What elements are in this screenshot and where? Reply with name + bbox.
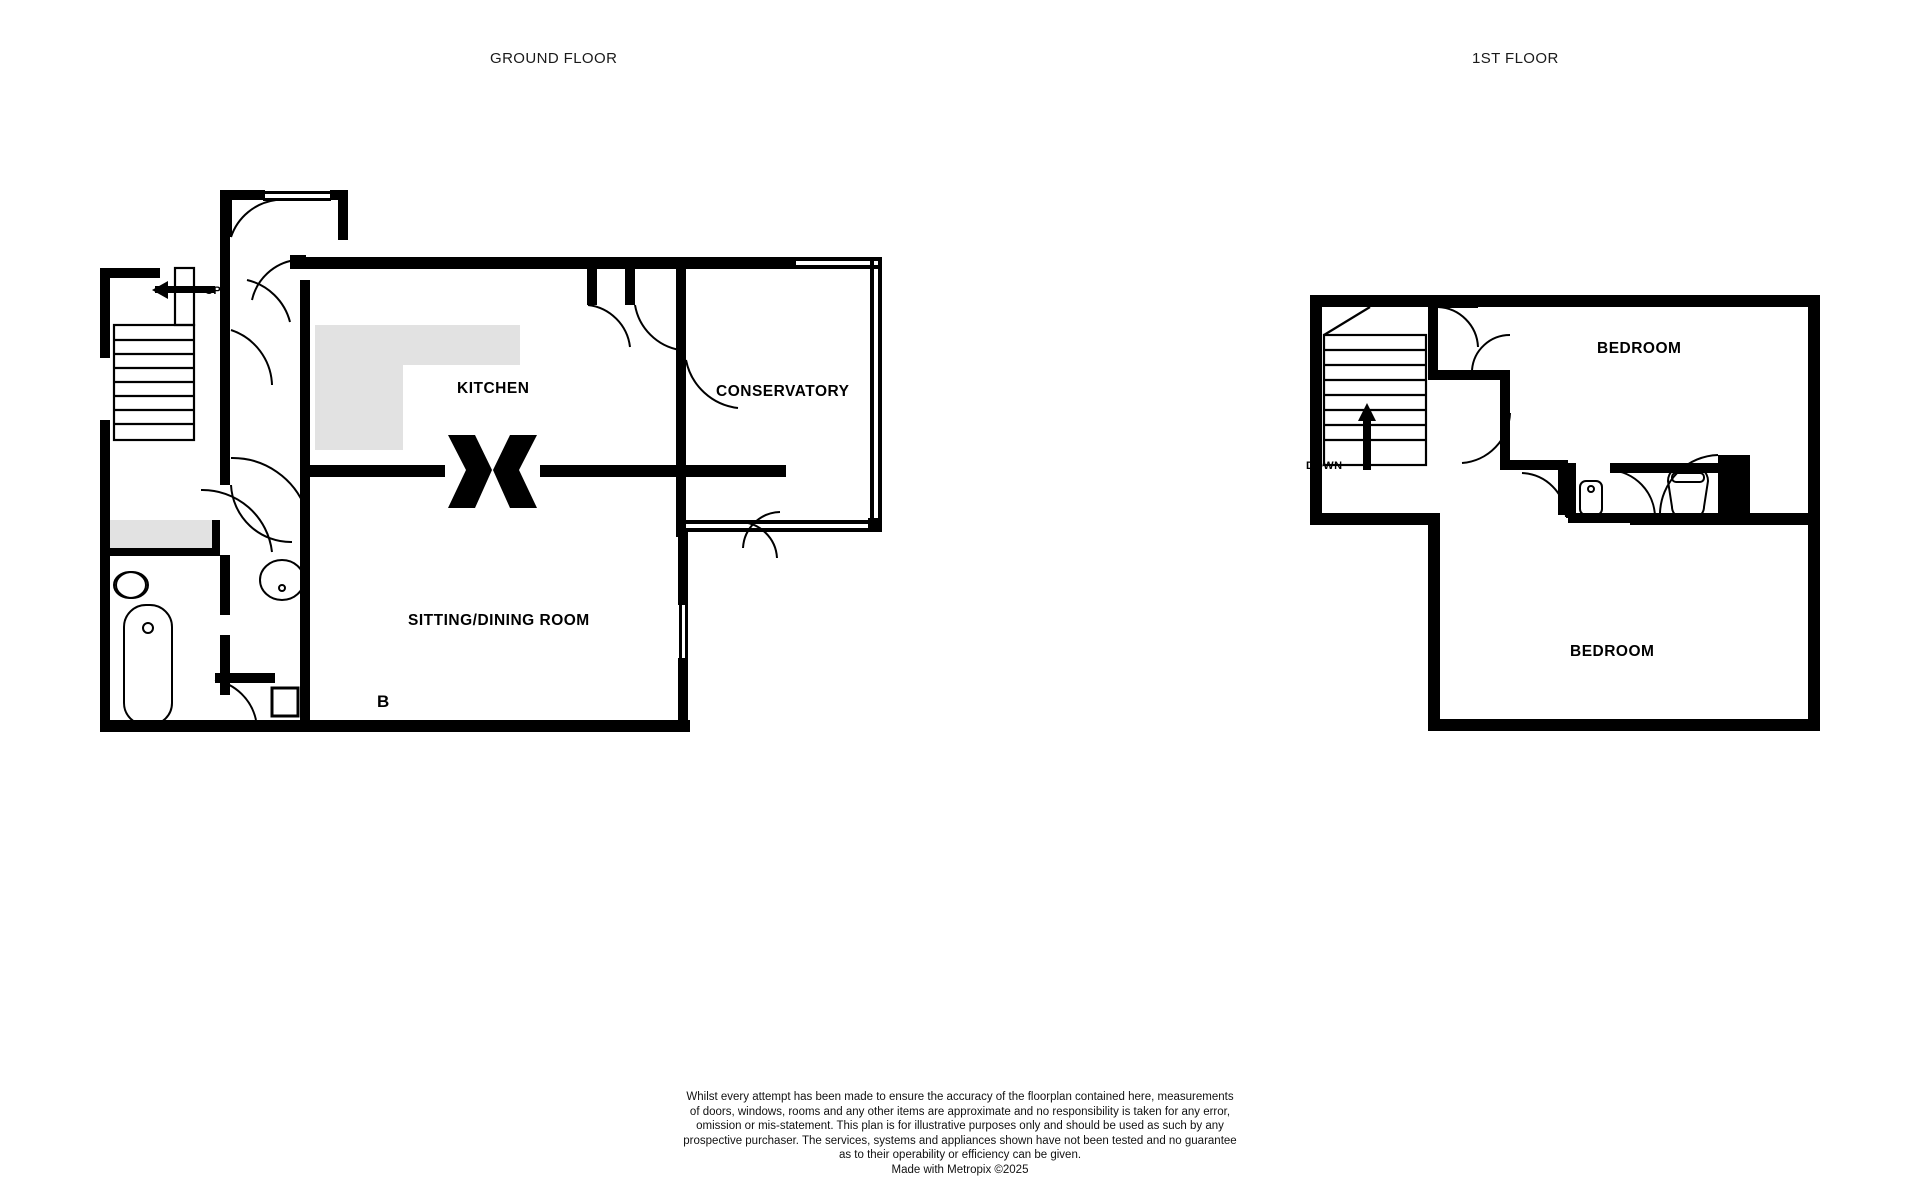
disclaimer-line-2: of doors, windows, rooms and any other items are approximate and no responsibility is taken for any error, — [689, 1105, 1231, 1118]
ground-floor-plan — [100, 180, 1100, 910]
room-label-conservatory: CONSERVATORY — [716, 383, 850, 400]
metropix-credit: Made with Metropix ©2025 — [891, 1163, 1029, 1176]
room-label-bedroom-2: BEDROOM — [1570, 643, 1655, 660]
disclaimer-block — [0, 1090, 1920, 1178]
room-label-sitting-dining: SITTING/DINING ROOM — [408, 612, 590, 629]
room-label-bedroom-1: BEDROOM — [1597, 340, 1682, 357]
ground-stairs — [114, 268, 194, 440]
boiler-box — [272, 688, 298, 716]
door-swings-first — [1438, 307, 1718, 517]
label-up: UP — [205, 285, 222, 297]
disclaimer-line-1: Whilst every attempt has been made to ensure the accuracy of the floorplan contained here, measurements — [686, 1091, 1234, 1103]
down-arrow-icon — [1358, 403, 1376, 470]
first-floor-drawing — [1310, 295, 1820, 755]
bath-fixtures-icon — [114, 560, 304, 725]
first-stairs — [1324, 307, 1426, 465]
label-down: DOWN — [1306, 460, 1343, 472]
room-label-kitchen: KITCHEN — [457, 380, 530, 397]
ground-floor-title: GROUND FLOOR — [490, 50, 618, 67]
ground-floor-drawing — [100, 180, 1100, 910]
disclaimer-line-5: as to their operability or efficiency can be given. — [838, 1149, 1082, 1162]
disclaimer-line-4: prospective purchaser. The services, systems and appliances shown have not been tested and no guarantee — [683, 1134, 1237, 1147]
label-boiler: B — [377, 692, 390, 711]
disclaimer-line-3: omission or mis-statement. This plan is for illustrative purposes only and should be used as such by any — [696, 1120, 1224, 1133]
first-floor-plan — [1306, 295, 1820, 755]
first-floor-title: 1ST FLOOR — [1472, 50, 1559, 67]
